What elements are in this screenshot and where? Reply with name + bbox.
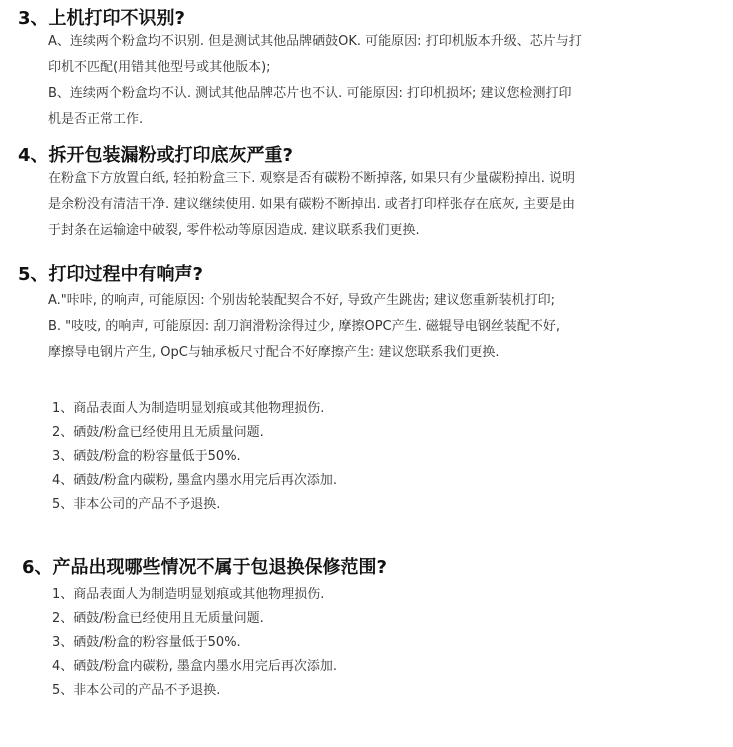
list-item: 4、硒鼓/粉盒内碳粉, 墨盒内墨水用完后再次添加.: [52, 659, 338, 674]
section-5-line: A."咔咔, 的响声, 可能原因: 个别齿轮装配契合不好, 导致产生跳齿; 建议您重新装机打印;: [48, 293, 555, 308]
list-item: 2、硒鼓/粉盒已经使用且无质量问题.: [52, 611, 264, 626]
section-5-heading: 5、打印过程中有响声?: [18, 264, 203, 285]
section-5-body: [48, 288, 560, 366]
section-4-line: 于封条在运输途中破裂, 零件松动等原因造成. 建议联系我们更换.: [48, 223, 420, 238]
list-item: 5、非本公司的产品不予退换.: [52, 497, 221, 512]
section-3-line: A、连续两个粉盒均不识别. 但是测试其他品牌硒鼓OK. 可能原因: 打印机版本升级、芯片与打: [48, 34, 582, 49]
policy-list: [52, 397, 337, 517]
section-6-list: [52, 583, 337, 703]
section-3-heading: 3、上机打印不识别?: [18, 8, 185, 29]
section-3-line: 印机不匹配(用错其他型号或其他版本);: [48, 60, 271, 75]
section-3-line: B、连续两个粉盒均不认. 测试其他品牌芯片也不认. 可能原因: 打印机损坏; 建议您检测打印: [48, 86, 572, 101]
list-item: 1、商品表面人为制造明显划痕或其他物理损伤.: [52, 587, 325, 602]
section-4-line: 在粉盒下方放置白纸, 轻拍粉盒三下. 观察是否有碳粉不断掉落, 如果只有少量碳粉掉出. 说明: [48, 171, 576, 186]
section-5-line: 摩擦导电钢片产生, OpC与轴承板尺寸配合不好摩擦产生: 建议您联系我们更换.: [48, 345, 500, 360]
section-3-body: [48, 29, 582, 133]
section-4-line: 是余粉没有清洁干净. 建议继续使用. 如果有碳粉不断掉出. 或者打印样张存在底灰, 主要是由: [48, 197, 576, 212]
list-item: 3、硒鼓/粉盒的粉容量低于50%.: [52, 635, 241, 650]
section-6-heading: 6、产品出现哪些情况不属于包退换保修范围?: [22, 557, 387, 578]
list-item: 5、非本公司的产品不予退换.: [52, 683, 221, 698]
section-5-line: B. "吱吱, 的响声, 可能原因: 刮刀润滑粉涂得过少, 摩擦OPC产生. 磁辊导电钢丝装配不好,: [48, 319, 561, 334]
list-item: 1、商品表面人为制造明显划痕或其他物理损伤.: [52, 401, 325, 416]
list-item: 2、硒鼓/粉盒已经使用且无质量问题.: [52, 425, 264, 440]
section-4-body: [48, 166, 575, 244]
list-item: 3、硒鼓/粉盒的粉容量低于50%.: [52, 449, 241, 464]
list-item: 4、硒鼓/粉盒内碳粉, 墨盒内墨水用完后再次添加.: [52, 473, 338, 488]
section-3-line: 机是否正常工作.: [48, 112, 144, 127]
section-4-heading: 4、拆开包装漏粉或打印底灰严重?: [18, 145, 293, 166]
